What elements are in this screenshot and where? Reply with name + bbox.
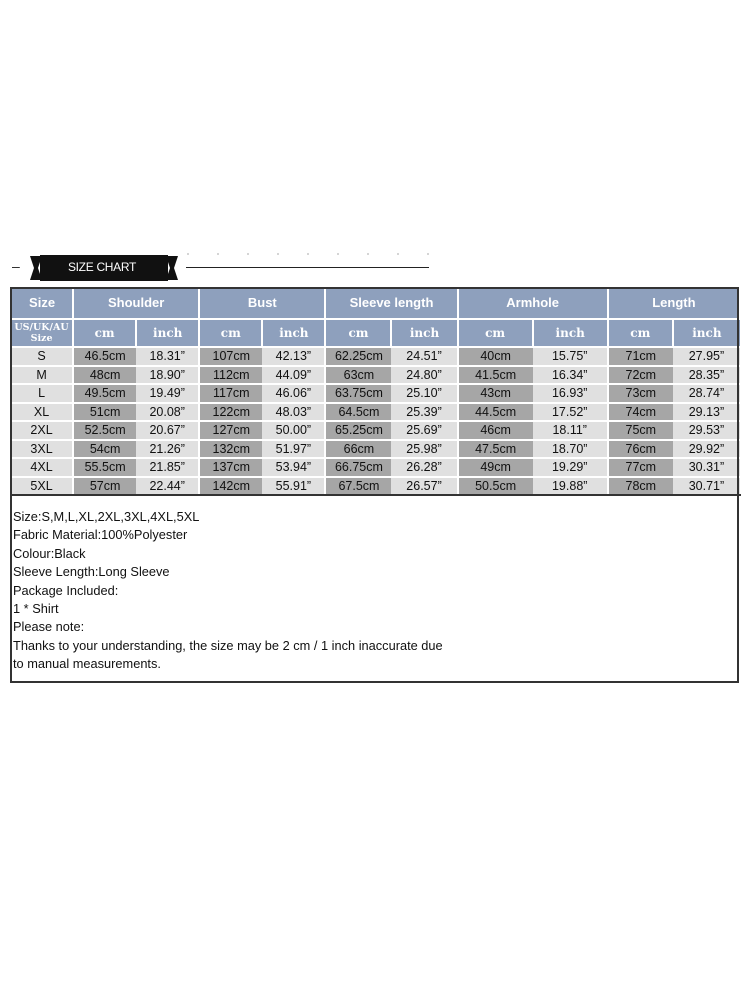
cm-cell: 74cm [608, 403, 673, 422]
note-accuracy-2: to manual measurements. [13, 656, 161, 672]
product-notes [13, 508, 733, 674]
note-sizes: Size:S,M,L,XL,2XL,3XL,4XL,5XL [13, 509, 200, 524]
cm-cell: 142cm [199, 477, 262, 495]
unit-inch: inch [533, 319, 608, 347]
cm-cell: 66cm [325, 440, 391, 459]
cm-cell: 50.5cm [458, 477, 533, 495]
table-row [11, 347, 740, 366]
cm-cell: 62.25cm [325, 347, 391, 366]
cm-cell: 63cm [325, 366, 391, 385]
inch-cell: 28.74” [673, 384, 740, 403]
size-cell: L [11, 384, 73, 403]
table-row [11, 458, 740, 477]
inch-cell: 42.13” [262, 347, 325, 366]
cm-cell: 63.75cm [325, 384, 391, 403]
unit-cm: cm [199, 319, 262, 347]
note-please-note: Please note: [13, 619, 85, 635]
cm-cell: 65.25cm [325, 421, 391, 440]
unit-inch: inch [262, 319, 325, 347]
cm-cell: 57cm [73, 477, 136, 495]
inch-cell: 48.03” [262, 403, 325, 422]
cm-cell: 71cm [608, 347, 673, 366]
inch-cell: 21.26” [136, 440, 199, 459]
inch-cell: 18.31” [136, 347, 199, 366]
size-cell: 3XL [11, 440, 73, 459]
unit-cm: cm [608, 319, 673, 347]
size-cell: S [11, 347, 73, 366]
inch-cell: 25.98” [391, 440, 457, 459]
inch-cell: 19.49” [136, 384, 199, 403]
header-armhole: Armhole [458, 287, 608, 319]
cm-cell: 112cm [199, 366, 262, 385]
cm-cell: 44.5cm [458, 403, 533, 422]
unit-size-label: US/UK/AU Size [11, 319, 73, 347]
cm-cell: 52.5cm [73, 421, 136, 440]
cm-cell: 49cm [458, 458, 533, 477]
cm-cell: 76cm [608, 440, 673, 459]
inch-cell: 30.31” [673, 458, 740, 477]
header-rule [186, 267, 429, 268]
inch-cell: 25.10” [391, 384, 457, 403]
table-bottom-divider [10, 494, 741, 496]
unit-cm: cm [458, 319, 533, 347]
header-dash: – [12, 258, 20, 274]
cm-cell: 72cm [608, 366, 673, 385]
note-colour: Colour:Black [13, 545, 86, 561]
inch-cell: 16.34” [533, 366, 608, 385]
note-accuracy-1: Thanks to your understanding, the size may be 2 cm / 1 inch inaccurate due [13, 637, 443, 653]
inch-cell: 29.53” [673, 421, 740, 440]
inch-cell: 20.08” [136, 403, 199, 422]
header-size: Size [11, 287, 73, 319]
cm-cell: 137cm [199, 458, 262, 477]
table-row [11, 440, 740, 459]
unit-inch: inch [673, 319, 740, 347]
dotted-divider [186, 252, 546, 256]
cm-cell: 122cm [199, 403, 262, 422]
cm-cell: 107cm [199, 347, 262, 366]
inch-cell: 18.11” [533, 421, 608, 440]
inch-cell: 17.52” [533, 403, 608, 422]
inch-cell: 53.94” [262, 458, 325, 477]
size-chart-title: SIZE CHART [67, 260, 137, 274]
header-length: Length [608, 287, 740, 319]
cm-cell: 78cm [608, 477, 673, 495]
size-cell: 5XL [11, 477, 73, 495]
inch-cell: 25.39” [391, 403, 457, 422]
cm-cell: 41.5cm [458, 366, 533, 385]
inch-cell: 18.90” [136, 366, 199, 385]
inch-cell: 30.71” [673, 477, 740, 495]
table-row [11, 421, 740, 440]
inch-cell: 29.13” [673, 403, 740, 422]
cm-cell: 117cm [199, 384, 262, 403]
cm-cell: 46cm [458, 421, 533, 440]
cm-cell: 48cm [73, 366, 136, 385]
table-row [11, 477, 740, 495]
inch-cell: 44.09” [262, 366, 325, 385]
cm-cell: 54cm [73, 440, 136, 459]
cm-cell: 64.5cm [325, 403, 391, 422]
cm-cell: 132cm [199, 440, 262, 459]
inch-cell: 55.91” [262, 477, 325, 495]
size-cell: M [11, 366, 73, 385]
inch-cell: 25.69” [391, 421, 457, 440]
table-unit-row [11, 319, 740, 347]
cm-cell: 66.75cm [325, 458, 391, 477]
cm-cell: 75cm [608, 421, 673, 440]
size-cell: 2XL [11, 421, 73, 440]
size-cell: XL [11, 403, 73, 422]
cm-cell: 46.5cm [73, 347, 136, 366]
inch-cell: 46.06” [262, 384, 325, 403]
cm-cell: 55.5cm [73, 458, 136, 477]
note-package-heading: Package Included: [13, 582, 119, 598]
unit-inch: inch [391, 319, 457, 347]
cm-cell: 67.5cm [325, 477, 391, 495]
size-table [10, 287, 741, 494]
table-row [11, 384, 740, 403]
inch-cell: 18.70” [533, 440, 608, 459]
size-cell: 4XL [11, 458, 73, 477]
cm-cell: 47.5cm [458, 440, 533, 459]
inch-cell: 24.80” [391, 366, 457, 385]
cm-cell: 40cm [458, 347, 533, 366]
cm-cell: 77cm [608, 458, 673, 477]
cm-cell: 73cm [608, 384, 673, 403]
header-shoulder: Shoulder [73, 287, 199, 319]
table-body [11, 347, 740, 494]
unit-cm: cm [325, 319, 391, 347]
header-sleeve-length: Sleeve length [325, 287, 457, 319]
inch-cell: 19.29” [533, 458, 608, 477]
inch-cell: 28.35” [673, 366, 740, 385]
cm-cell: 51cm [73, 403, 136, 422]
inch-cell: 50.00” [262, 421, 325, 440]
inch-cell: 20.67” [136, 421, 199, 440]
note-sleeve-length: Sleeve Length:Long Sleeve [13, 564, 170, 580]
inch-cell: 51.97” [262, 440, 325, 459]
inch-cell: 16.93” [533, 384, 608, 403]
note-package-item: 1 * Shirt [13, 601, 59, 617]
cm-cell: 49.5cm [73, 384, 136, 403]
header-bust: Bust [199, 287, 325, 319]
table-header-row [11, 287, 740, 319]
inch-cell: 26.57” [391, 477, 457, 495]
inch-cell: 19.88” [533, 477, 608, 495]
size-table-wrapper [10, 287, 741, 494]
inch-cell: 15.75” [533, 347, 608, 366]
inch-cell: 26.28” [391, 458, 457, 477]
unit-inch: inch [136, 319, 199, 347]
table-row [11, 366, 740, 385]
inch-cell: 24.51” [391, 347, 457, 366]
unit-cm: cm [73, 319, 136, 347]
inch-cell: 29.92” [673, 440, 740, 459]
inch-cell: 27.95” [673, 347, 740, 366]
inch-cell: 22.44” [136, 477, 199, 495]
cm-cell: 43cm [458, 384, 533, 403]
cm-cell: 127cm [199, 421, 262, 440]
table-row [11, 403, 740, 422]
note-fabric: Fabric Material:100%Polyester [13, 527, 188, 543]
inch-cell: 21.85” [136, 458, 199, 477]
